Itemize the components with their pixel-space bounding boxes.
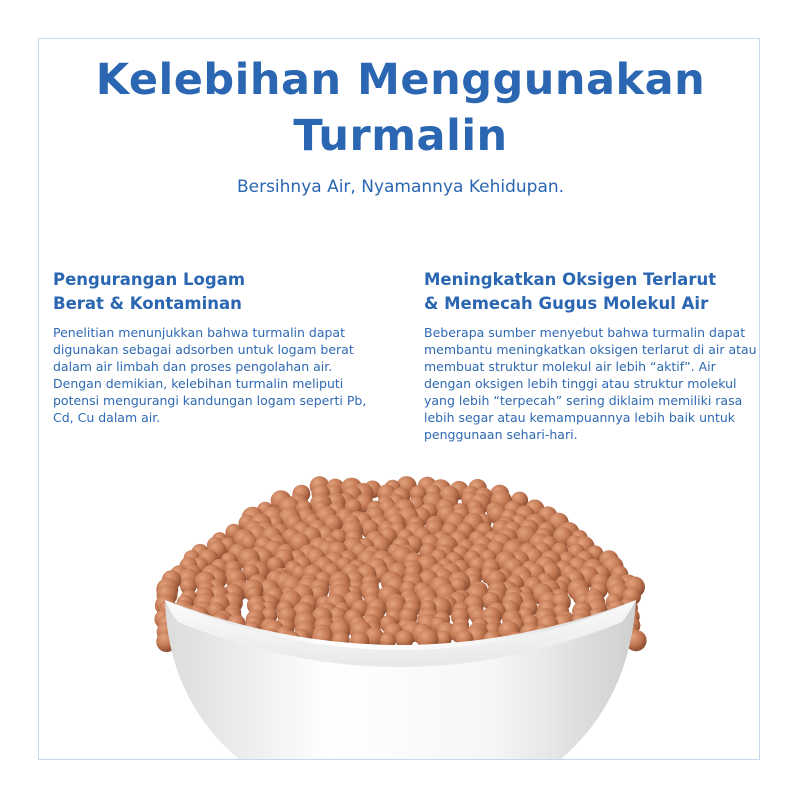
benefit-oxygen xyxy=(424,268,766,443)
benefit-heading xyxy=(424,268,766,316)
benefit-heading-line-2: & Memecah Gugus Molekul Air xyxy=(424,294,709,313)
benefit-body: Penelitian menunjukkan bahwa turmalin dapat digunakan sebagai adsorben untuk logam berat dalam air limbah dan proses pengolahan air. Dengan demikian, kelebihan turmalin meliputi potensi mengurangi kandungan logam seperti Pb, Cd, Cu dalam air. xyxy=(53,325,367,425)
page-title xyxy=(0,52,801,164)
title-line-1: Kelebihan Menggunakan xyxy=(95,55,706,105)
page-subtitle: Bersihnya Air, Nyamannya Kehidupan. xyxy=(236,177,565,197)
benefit-body: Beberapa sumber menyebut bahwa turmalin dapat membantu meningkatkan oksigen terlarut di air atau membuat struktur molekul air lebih “aktif”. Air dengan oksigen lebih tinggi atau struktur molekul yang lebih “terpecah” sering diklaim memiliki rasa lebih segar atau kemampuannya lebih baik untuk penggunaan sehari-hari. xyxy=(424,325,757,442)
benefit-heavy-metals xyxy=(53,268,383,426)
benefit-heading-line-1: Pengurangan Logam xyxy=(53,270,246,289)
benefit-heading-line-1: Meningkatkan Oksigen Terlarut xyxy=(424,270,717,289)
benefit-heading-line-2: Berat & Kontaminan xyxy=(53,294,242,313)
benefit-heading xyxy=(53,268,383,316)
title-line-2: Turmalin xyxy=(293,111,508,161)
